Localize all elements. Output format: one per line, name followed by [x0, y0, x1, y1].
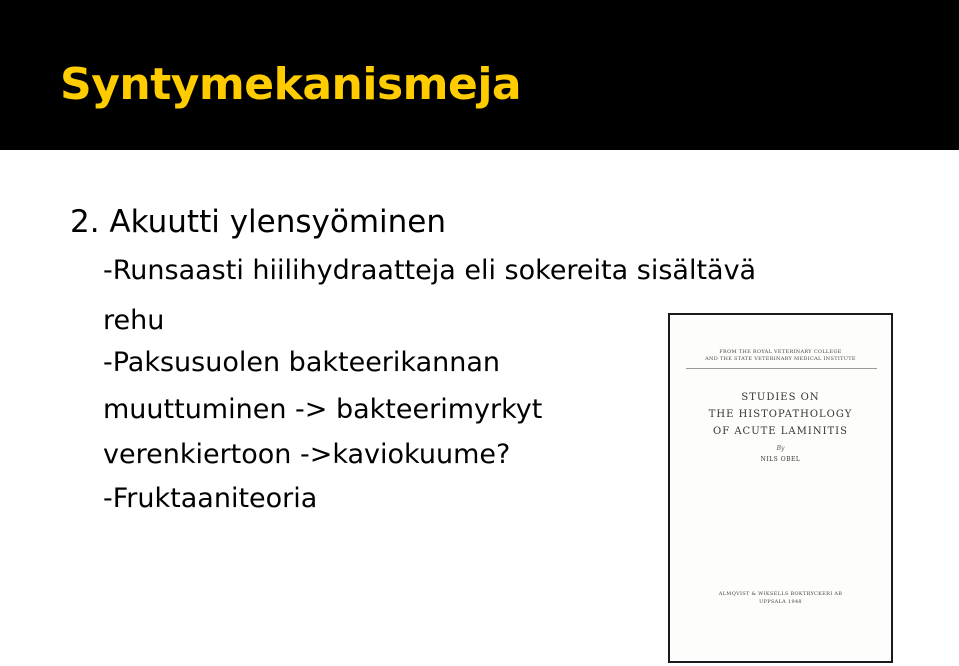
bullet-line: muuttuminen -> bakteerimyrkyt [103, 394, 543, 425]
bullet-line: -Fruktaaniteoria [103, 483, 318, 514]
bullet-line: -Runsaasti hiilihydraatteja eli sokereita sisältävä [103, 255, 757, 286]
title-bar [0, 0, 959, 150]
book-title-line: OF ACUTE LAMINITIS [713, 426, 848, 437]
book-author: NILS OBEL [760, 456, 801, 463]
bullet-line: verenkiertoon ->kaviokuume? [103, 439, 511, 470]
book-publisher-line: FROM THE ROYAL VETERINARY COLLEGE [719, 349, 842, 355]
book-cover-image [668, 313, 893, 663]
book-divider [686, 368, 877, 369]
book-by: By [776, 445, 785, 452]
bullet-line: rehu [103, 305, 165, 336]
bullet-line: -Paksusuolen bakteerikannan [103, 347, 500, 378]
book-footer-line: UPPSALA 1948 [759, 599, 802, 605]
slide-heading: 2. Akuutti ylensyöminen [70, 204, 447, 240]
book-title-line: STUDIES ON [741, 392, 820, 403]
book-title-line: THE HISTOPATHOLOGY [708, 409, 853, 420]
book-publisher-line: AND THE STATE VETERINARY MEDICAL INSTITUTE [705, 356, 856, 362]
book-footer-line: ALMQVIST & WIKSELLS BOKTRYCKERI AB [718, 591, 843, 597]
slide-title: Syntymekanismeja [60, 59, 522, 110]
